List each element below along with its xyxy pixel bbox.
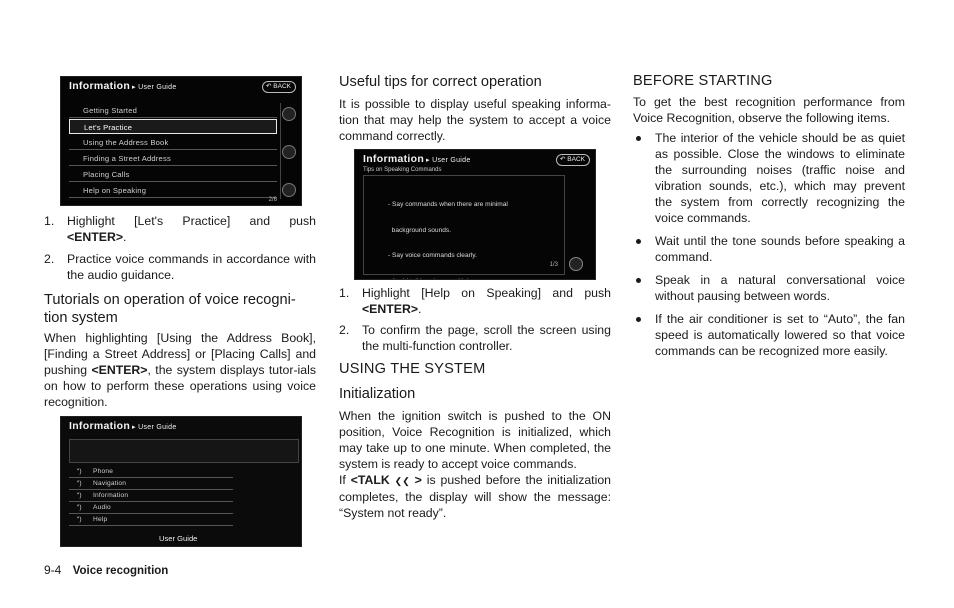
voice-icon: “) (77, 468, 82, 475)
chapter-label: Voice recognition (72, 565, 169, 577)
screenshot-tips-on-speaking (354, 149, 596, 280)
bullet-icon (636, 317, 641, 322)
scroll-icon (569, 257, 583, 271)
page-indicator: 2/6 (268, 197, 277, 203)
bullet-item: Speak in a natural conversational voice without pausing between words. (633, 272, 905, 304)
bullet-icon (636, 239, 641, 244)
scrollbar (280, 103, 295, 199)
tips-panel (363, 175, 565, 275)
category-item: “) Help (69, 513, 233, 526)
column-middle (339, 73, 612, 520)
bullet-item: The interior of the vehicle should be as quiet as possible. Close the windows to eliminate the surrounding noises (traffic noise and vibration sounds, etc.), which may prevent the system from correctly recognizing the voice commands. (633, 130, 905, 226)
tips-text: - Say commands when there are minimal background sounds. - Say voice commands clearly. (388, 201, 508, 259)
tutorials-paragraph: When highlighting [Using the Address Book], [Finding a Street Address] or [Placing Calls] and pushing <ENTER>, the system displays tutor-ials on how to perform these operations using voice recognition. (44, 331, 316, 409)
back-button: ↶ BACK (556, 154, 590, 166)
talk-icon: ❮❮ (394, 476, 410, 486)
back-button: ↶ BACK (262, 81, 296, 93)
voice-icon: “) (77, 480, 82, 487)
initialization-paragraph: When the ignition switch is pushed to the ON position, Voice Recognition is initialized, which may take up to one minute. When completed, the system is ready to accept voice commands. (339, 409, 611, 471)
page-indicator: 1/3 (549, 262, 558, 268)
screenshot-information-menu (60, 416, 302, 547)
category-item: “) Information (69, 489, 233, 502)
screen-footer: User Guide (159, 534, 198, 543)
section-heading: USING THE SYSTEM (339, 361, 486, 377)
menu-item: Placing Calls (69, 167, 277, 182)
bullet-icon (636, 278, 641, 283)
voice-icon: “) (77, 492, 82, 499)
page-footer (44, 563, 168, 577)
bullet-item: Wait until the tone sounds before speaking a command. (633, 233, 905, 265)
menu-item: Finding a Street Address (69, 151, 277, 166)
screen-title: Information ▸ User Guide (69, 420, 177, 432)
menu-item: Help on Speaking (69, 183, 277, 198)
intro-paragraph: To get the best recognition performance from Voice Recognition, observe the following items. (633, 95, 905, 125)
useful-tips-paragraph: It is possible to display useful speaking informa-tion that may help the system to accept a voice command correctly. (339, 97, 611, 143)
screenshot-user-guide-menu (60, 76, 302, 206)
category-item: “) Navigation (69, 477, 233, 490)
menu-item: Getting Started (69, 103, 277, 118)
tips-tab: Tips on Speaking Commands (363, 167, 442, 173)
useful-tips-heading: Useful tips for correct operation (339, 74, 542, 90)
search-box (69, 439, 299, 463)
category-item: “) Phone (69, 465, 233, 478)
page-number: 9-4 (44, 563, 62, 577)
column-right (633, 72, 905, 358)
steps-list (339, 285, 611, 354)
menu-item: Using the Address Book (69, 135, 277, 150)
menu-item-selected: Let's Practice (69, 119, 277, 134)
step-item: 1. Highlight [Help on Speaking] and push <ENTER>. (339, 286, 611, 316)
bullet-item: If the air conditioner is set to “Auto”, the fan speed is automatically lowered so that voice commands can be recognized more easily. (633, 311, 905, 359)
voice-icon: “) (77, 504, 82, 511)
section-heading: BEFORE STARTING (633, 73, 773, 89)
category-item: “) Audio (69, 501, 233, 514)
step-item: 2. Practice voice commands in accordance with the audio guidance. (44, 252, 316, 282)
tutorials-heading: Tutorials on operation of voice recogni-tion system (44, 292, 296, 326)
steps-list (44, 213, 316, 283)
screen-title: Information ▸ User Guide (69, 80, 177, 92)
tips-bullets (633, 130, 905, 359)
step-item: 1. Highlight [Let's Practice] and push <ENTER>. (44, 214, 316, 244)
voice-icon: “) (77, 516, 82, 523)
bullet-icon (636, 136, 641, 141)
talk-paragraph: If <TALK ❮❮ > is pushed before the initialization completes, the display will show the message: “System not ready”. (339, 473, 612, 520)
menu-list (69, 103, 277, 199)
initialization-heading: Initialization (339, 386, 416, 402)
screen-title: Information ▸ User Guide (363, 153, 471, 165)
step-item: 2. To confirm the page, scroll the screen using the multi-function controller. (339, 323, 611, 353)
